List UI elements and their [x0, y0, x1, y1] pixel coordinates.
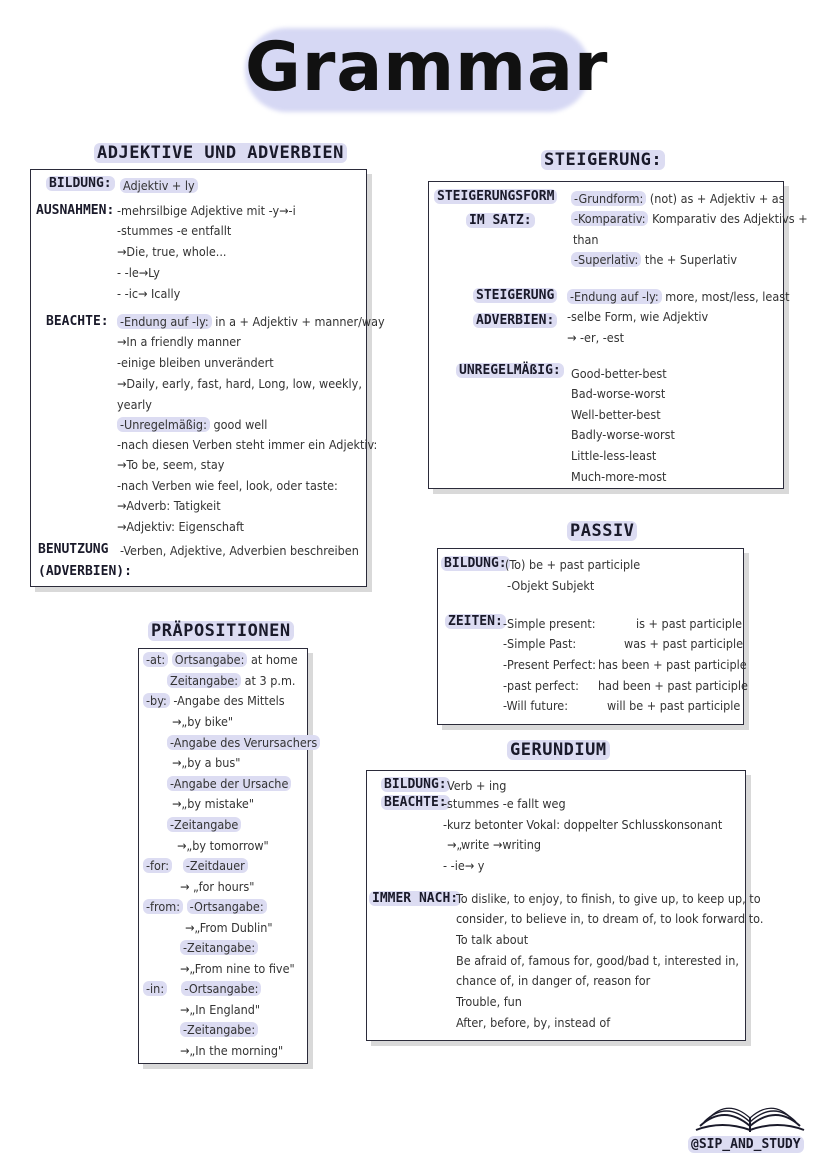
ger-bildung-label: BILDUNG:: [381, 777, 450, 792]
prep-by-example: →„by bike": [172, 714, 234, 729]
ger-beachte-line: - -ie→ y: [443, 858, 485, 873]
st-komp: -Komparativ: Komparativ des Adjektivs +: [571, 211, 808, 226]
prep-in-line: -in: -Ortsangabe:: [143, 981, 261, 996]
adj-ausnahmen-line: -stummes -e entfallt: [117, 223, 232, 238]
ger-immer-line: consider, to believe in, to dream of, to look forward to.: [456, 911, 764, 926]
passiv-zeit-name: -Simple present:: [503, 616, 596, 631]
st-adv-label2: ADVERBIEN:: [473, 313, 557, 328]
adj-beachte-first: -Endung auf -ly: in a + Adjektiv + manner/way: [117, 314, 385, 329]
prep-from-item: -Zeitangabe:: [180, 940, 258, 955]
ger-immer-line: Trouble, fun: [456, 994, 522, 1009]
title-block: [245, 22, 609, 114]
adj-ausnahmen-line: -mehrsilbige Adjektive mit -y→-i: [117, 203, 296, 218]
prep-by-item: -Angabe der Ursache: [167, 776, 291, 791]
prep-by-example: →„by mistake": [172, 796, 255, 811]
st-unreg-item: Little-less-least: [571, 448, 657, 463]
st-sup: -Superlativ: the + Superlativ: [571, 252, 737, 267]
adj-ausnahmen-label: AUSNAHMEN:: [36, 203, 115, 218]
passiv-bildung-label: BILDUNG:: [441, 556, 510, 571]
prep-at-line: -at: Ortsangabe: at home: [143, 652, 298, 667]
ger-immer-line: chance of, in danger of, reason for: [456, 973, 651, 988]
st-unreg-item: Much-more-most: [571, 469, 667, 484]
passiv-zeit-form: has been + past participle: [598, 657, 747, 672]
ger-immer-line: To talk about: [456, 932, 529, 947]
adjektive-heading: ADJEKTIVE UND ADVERBIEN: [94, 143, 347, 163]
passiv-zeit-form: is + past participle: [636, 616, 743, 631]
ger-beachte-line: -kurz betonter Vokal: doppelter Schlusskonsonant: [443, 817, 723, 832]
prep-by-example: →„by a bus": [172, 755, 241, 770]
adj-benutzung-label: BENUTZUNG: [38, 542, 109, 557]
adj-ausnahmen-line: - -le→Ly: [117, 265, 160, 280]
st-adv-line: → -er, -est: [567, 330, 624, 345]
st-form-label: STEIGERUNGSFORM: [434, 189, 557, 204]
adj-beachte2-line: -nach Verben wie feel, look, oder taste:: [117, 478, 338, 493]
passiv-bildung2: -Objekt Subjekt: [507, 578, 595, 593]
prep-for-example: → „for hours": [180, 879, 255, 894]
page-title: Grammar: [245, 28, 609, 107]
prep-in-example: →„In England": [180, 1002, 261, 1017]
st-unreg-label: UNREGELMÄßIG:: [456, 363, 564, 378]
prep-by-example: →„by tomorrow": [177, 838, 269, 853]
passiv-zeit-name: -past perfect:: [503, 678, 579, 693]
prep-from-line: -from: -Ortsangabe:: [143, 899, 267, 914]
passiv-zeit-form: will be + past participle: [607, 698, 741, 713]
st-adv-line: -selbe Form, wie Adjektiv: [567, 309, 709, 324]
passiv-heading: PASSIV: [567, 521, 637, 541]
ger-beachte-line: →„write →writing: [447, 837, 542, 852]
st-unreg-item: Badly-worse-worst: [571, 427, 675, 442]
passiv-zeit-form: was + past participle: [624, 636, 744, 651]
adj-benutzung-text: -Verben, Adjektive, Adverbien beschreiben: [120, 543, 359, 558]
st-grund: -Grundform: (not) as + Adjektiv + as: [571, 191, 785, 206]
prep-for-line: -for: -Zeitdauer: [143, 858, 248, 873]
adj-bildung-label: BILDUNG:: [46, 176, 115, 191]
prep-at-zeit: Zeitangabe: at 3 p.m.: [167, 673, 295, 688]
passiv-zeit-form: had been + past participle: [598, 678, 748, 693]
ger-beachte-line: -stummes -e fallt weg: [443, 796, 566, 811]
ger-immer-label: IMMER NACH:: [369, 891, 461, 906]
prep-by-item: -Angabe des Verursachers: [167, 735, 320, 750]
prep-from-example: →„From nine to five": [180, 961, 295, 976]
adj-beachte-label: BEACHTE:: [46, 314, 109, 329]
passiv-bildung: (To) be + past participle: [505, 557, 641, 572]
st-komp-than: than: [573, 232, 599, 247]
prep-in-item: -Zeitangabe:: [180, 1022, 258, 1037]
prep-by-line: -by: -Angabe des Mittels: [143, 693, 285, 708]
prep-in-example: →„In the morning": [180, 1043, 284, 1058]
ger-immer-line: After, before, by, instead of: [456, 1015, 611, 1030]
passiv-zeit-name: -Will future:: [503, 698, 569, 713]
passiv-zeiten-label: ZEITEN:: [445, 614, 506, 629]
ger-immer-line: To dislike, to enjoy, to finish, to give up, to keep up, to: [456, 891, 761, 906]
steigerung-heading: STEIGERUNG:: [541, 150, 665, 170]
adj-beachte-line: yearly: [117, 397, 152, 412]
adj-benutzung-label2: (ADVERBIEN):: [38, 564, 132, 579]
adj-beachte2-line: →Adjektiv: Eigenschaft: [117, 519, 245, 534]
adj-bildung-text: Adjektiv + ly: [120, 178, 198, 193]
adj-beachte-line: →Daily, early, fast, hard, Long, low, weekly,: [117, 376, 362, 391]
prep-by-item: -Zeitangabe: [167, 817, 241, 832]
adj-beachte-line: -einige bleiben unverändert: [117, 355, 274, 370]
st-unreg-item: Bad-worse-worst: [571, 386, 666, 401]
adj-beachte-line: →In a friendly manner: [117, 334, 241, 349]
prep-from-example: →„From Dublin": [185, 920, 273, 935]
gerundium-heading: GERUNDIUM: [507, 740, 610, 760]
adj-ausnahmen-line: →Die, true, whole...: [117, 244, 227, 259]
adj-ausnahmen-line: - -ic→ Ically: [117, 286, 181, 301]
ger-beachte-label: BEACHTE:: [381, 795, 450, 810]
st-unreg-item: Good-better-best: [571, 366, 667, 381]
st-adv-endung: -Endung auf -ly: more, most/less, least: [567, 289, 790, 304]
passiv-zeit-name: -Simple Past:: [503, 636, 577, 651]
st-unreg-item: Well-better-best: [571, 407, 661, 422]
ger-bildung: Verb + ing: [447, 778, 507, 793]
adj-beachte2-line: →To be, seem, stay: [117, 457, 225, 472]
adj-unregel-line: -Unregelmäßig: good well: [117, 417, 267, 432]
st-form-label2: IM SATZ:: [466, 213, 535, 228]
adj-beachte2-line: -nach diesen Verben steht immer ein Adjektiv:: [117, 437, 378, 452]
ger-immer-line: Be afraid of, famous for, good/bad t, interested in,: [456, 953, 739, 968]
passiv-zeit-name: -Present Perfect:: [503, 657, 596, 672]
praepositionen-heading: PRÄPOSITIONEN: [148, 621, 294, 641]
author-handle: @SIP_AND_STUDY: [688, 1136, 804, 1153]
adj-beachte2-line: →Adverb: Tatigkeit: [117, 498, 221, 513]
st-adv-label: STEIGERUNG: [473, 288, 557, 303]
